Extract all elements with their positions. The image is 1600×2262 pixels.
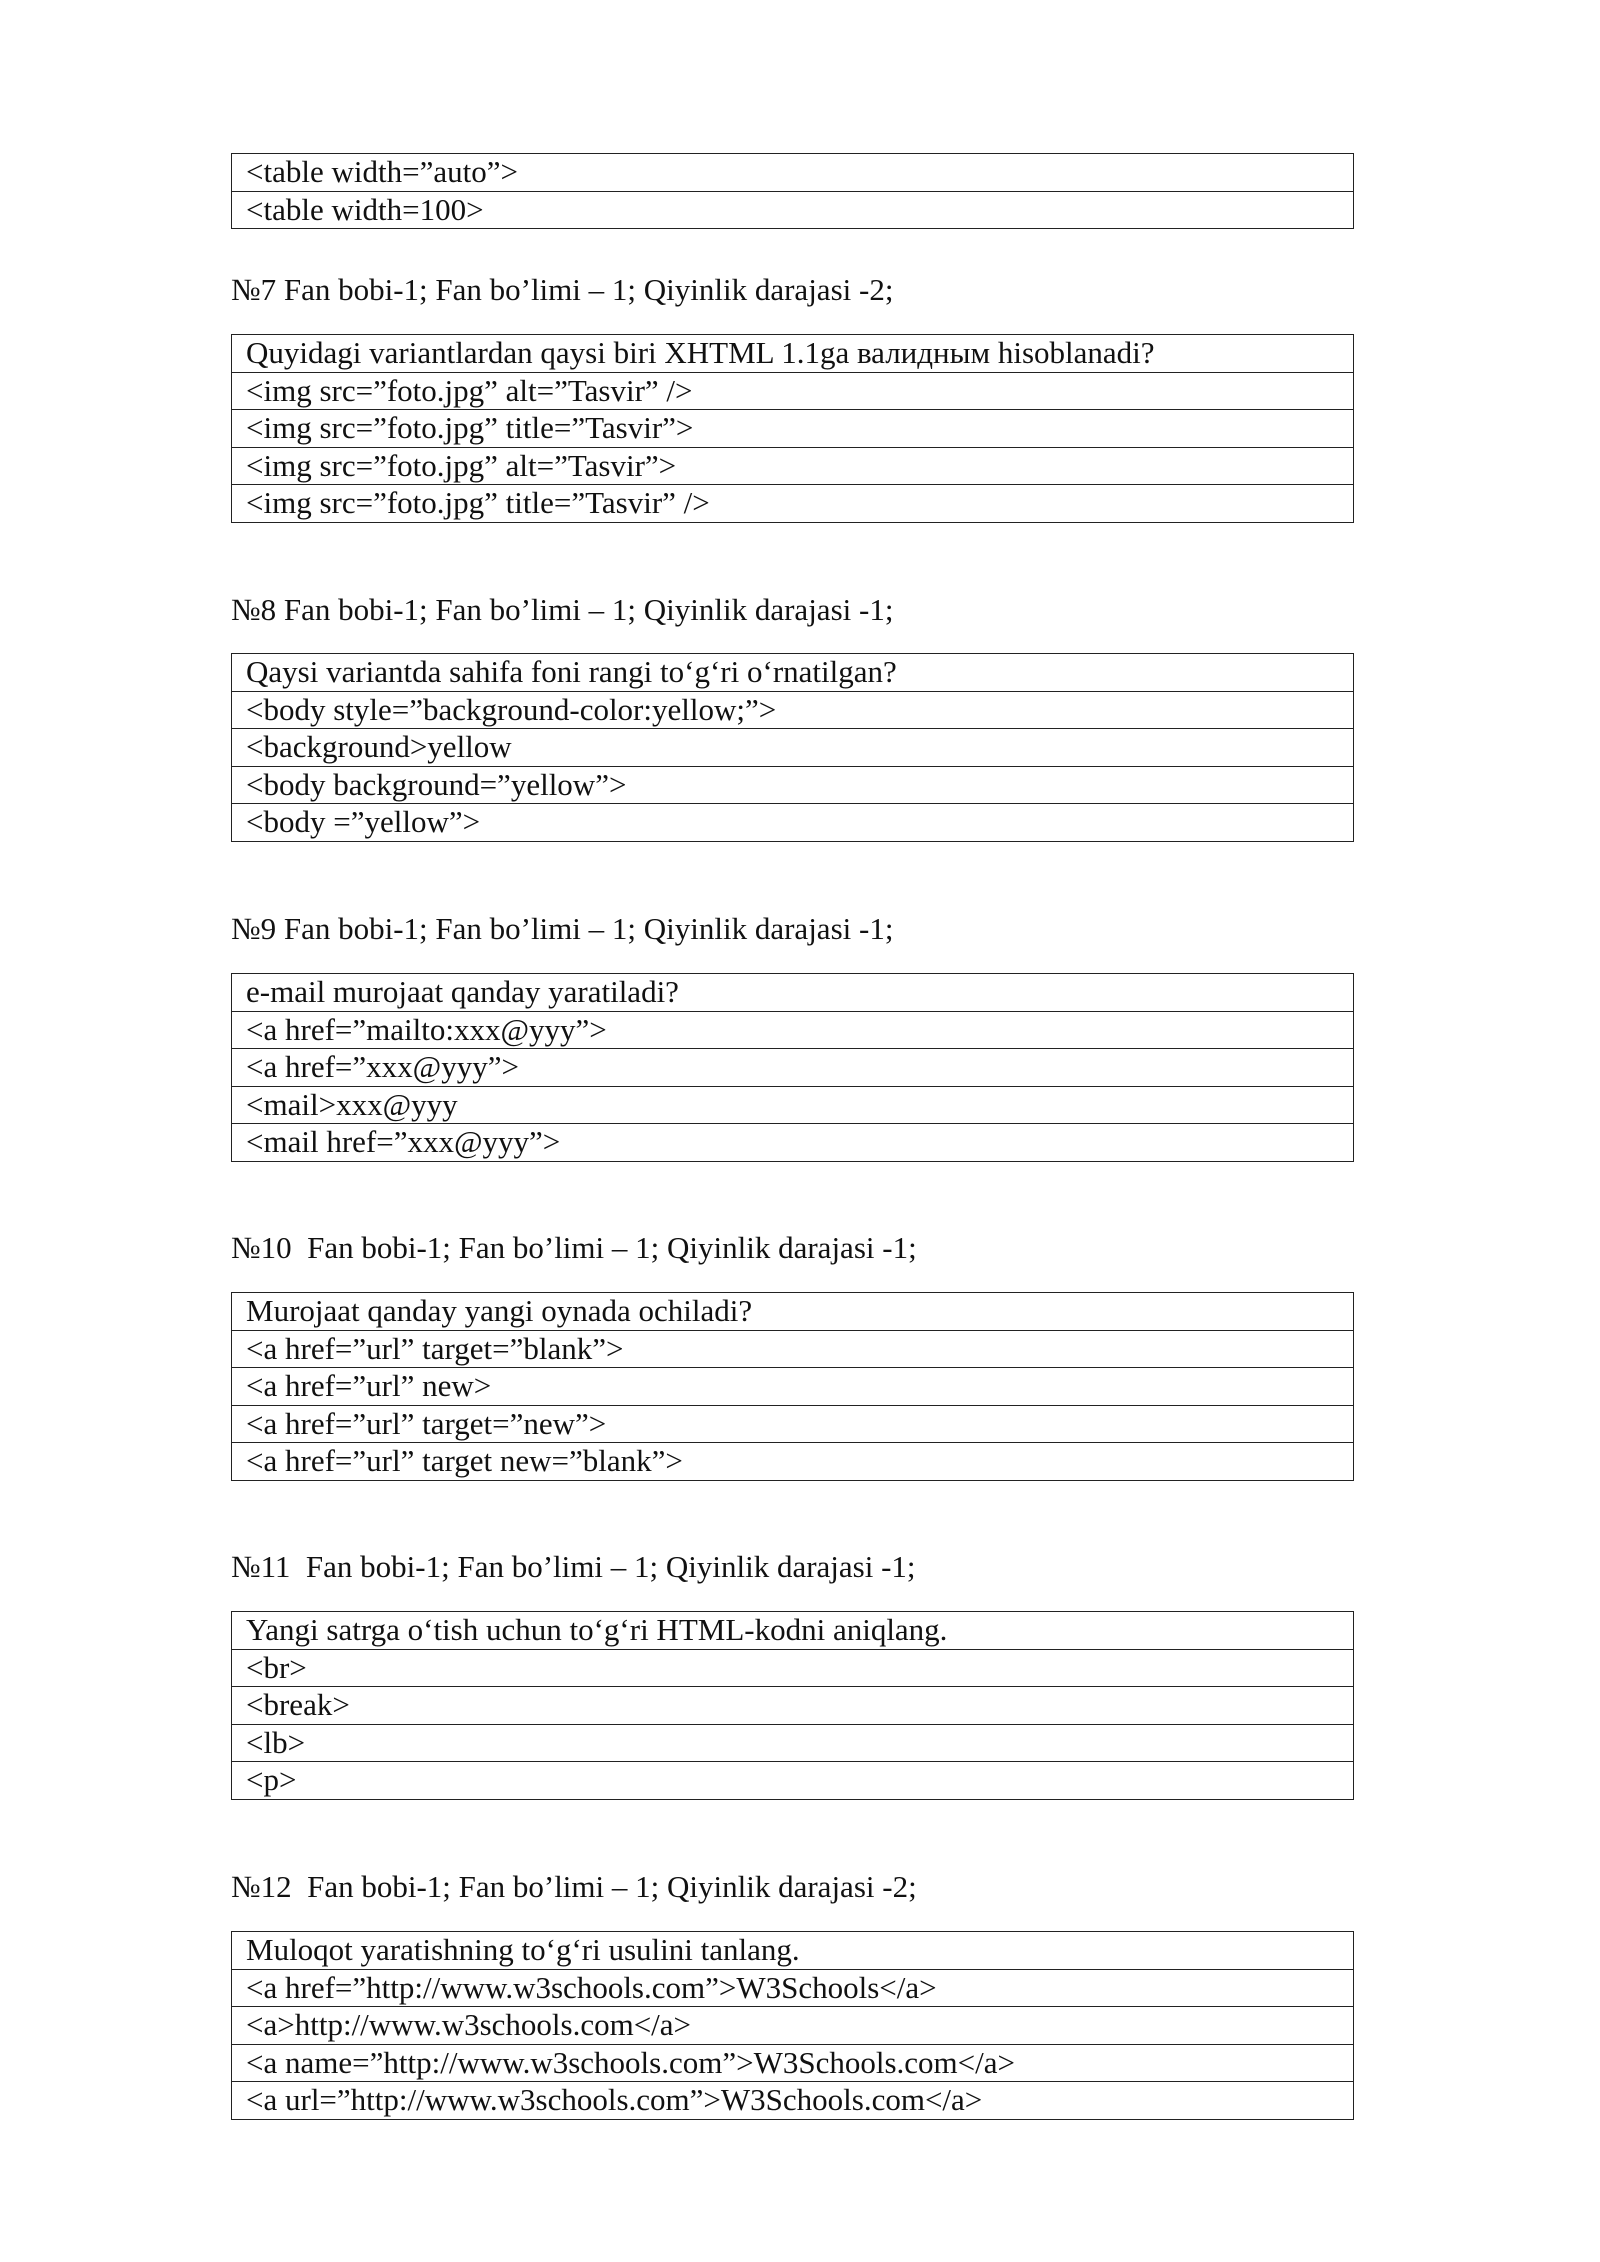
option-cell: <a url=”http://www.w3schools.com”>W3Schools.com</a> [232, 2082, 1354, 2120]
table-row [232, 1612, 1354, 1650]
option-cell: <lb> [232, 1724, 1354, 1762]
table-row [232, 804, 1354, 842]
table-row [232, 1649, 1354, 1687]
table-row [232, 1724, 1354, 1762]
table-row [232, 1330, 1354, 1368]
table-row [232, 2007, 1354, 2045]
option-cell: <break> [232, 1687, 1354, 1725]
table-row [232, 191, 1354, 229]
table-row [232, 2082, 1354, 2120]
option-cell: <table width=100> [232, 191, 1354, 229]
option-cell: <a>http://www.w3schools.com</a> [232, 2007, 1354, 2045]
table-row [232, 1011, 1354, 1049]
option-cell: <body style=”background-color:yellow;”> [232, 691, 1354, 729]
option-cell: <a name=”http://www.w3schools.com”>W3Schools.com</a> [232, 2044, 1354, 2082]
option-cell: <a href=”xxx@yyy”> [232, 1049, 1354, 1087]
question-table [231, 1931, 1354, 2120]
table-row [232, 691, 1354, 729]
option-cell: <img src=”foto.jpg” title=”Tasvir” /> [232, 485, 1354, 523]
table-row [232, 485, 1354, 523]
question-table [231, 973, 1354, 1162]
table-row [232, 1049, 1354, 1087]
question-cell: Quyidagi variantlardan qaysi biri XHTML 1.1ga валидным hisoblanadi? [232, 335, 1354, 373]
option-cell: <body =”yellow”> [232, 804, 1354, 842]
question-cell: Qaysi variantda sahifa foni rangi to‘g‘ri o‘rnatilgan? [232, 654, 1354, 692]
table-row [232, 2044, 1354, 2082]
table-row [232, 1762, 1354, 1800]
option-cell: <mail>xxx@yyy [232, 1086, 1354, 1124]
question-heading: №11 Fan bobi-1; Fan bo’limi – 1; Qiyinlik darajasi -1; [231, 1549, 916, 1584]
table-row [232, 1687, 1354, 1725]
table-row [232, 154, 1354, 192]
option-cell: <background>yellow [232, 729, 1354, 767]
table-row [232, 1932, 1354, 1970]
table-row [232, 974, 1354, 1012]
option-cell: <a href=”url” new> [232, 1368, 1354, 1406]
table-row [232, 729, 1354, 767]
table-row [232, 1405, 1354, 1443]
question-table [231, 334, 1354, 523]
table-row [232, 654, 1354, 692]
option-cell: <p> [232, 1762, 1354, 1800]
option-cell: <body background=”yellow”> [232, 766, 1354, 804]
question-cell: Murojaat qanday yangi oynada ochiladi? [232, 1293, 1354, 1331]
table-row [232, 1124, 1354, 1162]
top-table [231, 153, 1354, 229]
table-row [232, 335, 1354, 373]
table-row [232, 1368, 1354, 1406]
question-heading: №9 Fan bobi-1; Fan bo’limi – 1; Qiyinlik darajasi -1; [231, 911, 894, 946]
table-row [232, 1443, 1354, 1481]
option-cell: <img src=”foto.jpg” alt=”Tasvir” /> [232, 372, 1354, 410]
table-row [232, 410, 1354, 448]
table-row [232, 1293, 1354, 1331]
question-table [231, 653, 1354, 842]
option-cell: <img src=”foto.jpg” alt=”Tasvir”> [232, 447, 1354, 485]
question-heading: №10 Fan bobi-1; Fan bo’limi – 1; Qiyinlik darajasi -1; [231, 1230, 917, 1265]
option-cell: <a href=”mailto:xxx@yyy”> [232, 1011, 1354, 1049]
question-cell: Yangi satrga o‘tish uchun to‘g‘ri HTML-kodni aniqlang. [232, 1612, 1354, 1650]
table-row [232, 447, 1354, 485]
question-heading: №8 Fan bobi-1; Fan bo’limi – 1; Qiyinlik darajasi -1; [231, 592, 894, 627]
option-cell: <a href=”url” target=”blank”> [232, 1330, 1354, 1368]
question-table [231, 1292, 1354, 1481]
question-heading: №12 Fan bobi-1; Fan bo’limi – 1; Qiyinlik darajasi -2; [231, 1869, 917, 1904]
question-table [231, 1611, 1354, 1800]
option-cell: <mail href=”xxx@yyy”> [232, 1124, 1354, 1162]
option-cell: <a href=”url” target new=”blank”> [232, 1443, 1354, 1481]
option-cell: <img src=”foto.jpg” title=”Tasvir”> [232, 410, 1354, 448]
option-cell: <br> [232, 1649, 1354, 1687]
option-cell: <table width=”auto”> [232, 154, 1354, 192]
question-cell: Muloqot yaratishning to‘g‘ri usulini tanlang. [232, 1932, 1354, 1970]
question-heading: №7 Fan bobi-1; Fan bo’limi – 1; Qiyinlik darajasi -2; [231, 272, 894, 307]
option-cell: <a href=”http://www.w3schools.com”>W3Schools</a> [232, 1969, 1354, 2007]
question-cell: e-mail murojaat qanday yaratiladi? [232, 974, 1354, 1012]
option-cell: <a href=”url” target=”new”> [232, 1405, 1354, 1443]
table-row [232, 766, 1354, 804]
table-row [232, 372, 1354, 410]
table-row [232, 1086, 1354, 1124]
table-row [232, 1969, 1354, 2007]
